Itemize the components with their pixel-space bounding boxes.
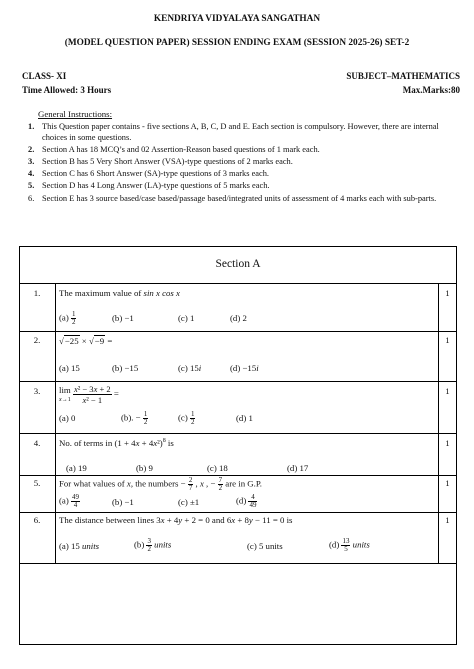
row-divider [19, 283, 457, 284]
instruction-item: 4. Section C has 6 Short Answer (SA)-type questions of 3 marks each. [28, 169, 270, 178]
option-b: (b). − $\frac{1}{2}$ [121, 410, 148, 426]
option-d: (d) 2 [230, 313, 247, 323]
row-divider [19, 563, 457, 564]
option-b: (b) −1 [112, 497, 134, 507]
option-a: (a) $\frac{49}{4}$ [59, 493, 79, 509]
option-d: (d) 1 [236, 413, 253, 423]
row-divider [19, 512, 457, 513]
question-mark: 1 [445, 438, 450, 448]
option-a: (a) 19 [66, 463, 87, 473]
option-a: (a) $\frac{1}{2}$ [59, 310, 76, 326]
option-d: (d) $\frac{4}{49}$ [236, 493, 257, 509]
question-mark: 1 [445, 288, 450, 298]
option-c: (c) 5 units [247, 541, 283, 551]
instruction-item: 3. Section B has 5 Very Short Answer (VSA)-type questions of 2 marks each. [28, 157, 293, 166]
option-a: (a) 0 [59, 413, 76, 423]
paper-title: (MODEL QUESTION PAPER) SESSION ENDING EXAM (SESSION 2025-26) SET-2 [64, 38, 410, 48]
instruction-item: 2. Section A has 18 MCQ’s and 02 Assertion-Reason based questions of 1 mark each. [28, 145, 320, 154]
question-text: The distance between lines 3x + 4y + 2 = 0 and 6x + 8y − 11 = 0 is [59, 515, 293, 525]
question-text: The maximum value of sin x cos x [59, 288, 180, 298]
option-b: (b) −1 [112, 313, 134, 323]
question-number: 3. [33, 386, 41, 396]
question-mark: 1 [445, 335, 450, 345]
row-divider [19, 331, 457, 332]
col-divider [55, 283, 56, 563]
option-c: (c) 1 [178, 313, 195, 323]
class-label: CLASS- XI [22, 71, 67, 81]
question-number: 2. [33, 335, 41, 345]
question-text: For what values of x, the numbers − $\frac{2}{7}$ , x , − $\frac{7}{2}$ are in G.P. [59, 476, 262, 492]
section-a-title: Section A [215, 258, 261, 270]
instruction-item: 6. Section E has 3 source based/case based/passage based/integrated units of assessment of 4 marks each with sub-parts. [28, 194, 437, 203]
question-number: 1. [33, 288, 41, 298]
option-a: (a) 15 [59, 363, 80, 373]
question-mark: 1 [445, 515, 450, 525]
option-c: (c) $\frac{1}{2}$ [178, 410, 195, 426]
time-allowed: Time Allowed: 3 Hours [22, 85, 112, 95]
instructions-title: General Instructions: [38, 109, 113, 119]
subject-label: SUBJECT–MATHEMATICS [346, 71, 460, 81]
option-c: (c) 15i [178, 363, 202, 373]
org-name: KENDRIYA VIDYALAYA SANGATHAN [153, 14, 321, 24]
option-c: (c) 18 [207, 463, 228, 473]
question-number: 5. [33, 478, 41, 488]
question-number: 4. [33, 438, 41, 448]
option-b: (b) −15 [112, 363, 139, 373]
question-text: √−25 × √−9 = [59, 336, 113, 346]
option-d: (d) −15i [230, 363, 259, 373]
option-a: (a) 15 units [59, 541, 100, 551]
option-d: (d) $\frac{13}{5}$ units [329, 537, 370, 553]
instruction-item: 5. Section D has 4 Long Answer (LA)-type questions of 5 marks each. [28, 181, 270, 190]
question-text: lim x→1 $\frac{\text{x² − 3x + 2}}{\text{x² − 1}}$ = [59, 384, 119, 405]
option-b: (b) 9 [136, 463, 153, 473]
instruction-item: 1. This Question paper contains - five sections A, B, C, D and E. Each section is compulsory. However, there are internal choices in some questions. [28, 122, 439, 142]
option-c: (c) ±1 [178, 497, 200, 507]
question-number: 6. [33, 515, 41, 525]
question-mark: 1 [445, 478, 450, 488]
question-mark: 1 [445, 386, 450, 396]
row-divider [19, 433, 457, 434]
row-divider [19, 381, 457, 382]
option-b: (b) $\frac{3}{2}$ units [134, 537, 172, 553]
row-divider [19, 475, 457, 476]
option-d: (d) 17 [287, 463, 309, 473]
question-text: No. of terms in $(1 + 4x + 4x^2)^8$ is [59, 438, 174, 448]
max-marks: Max.Marks:80 [402, 85, 460, 95]
